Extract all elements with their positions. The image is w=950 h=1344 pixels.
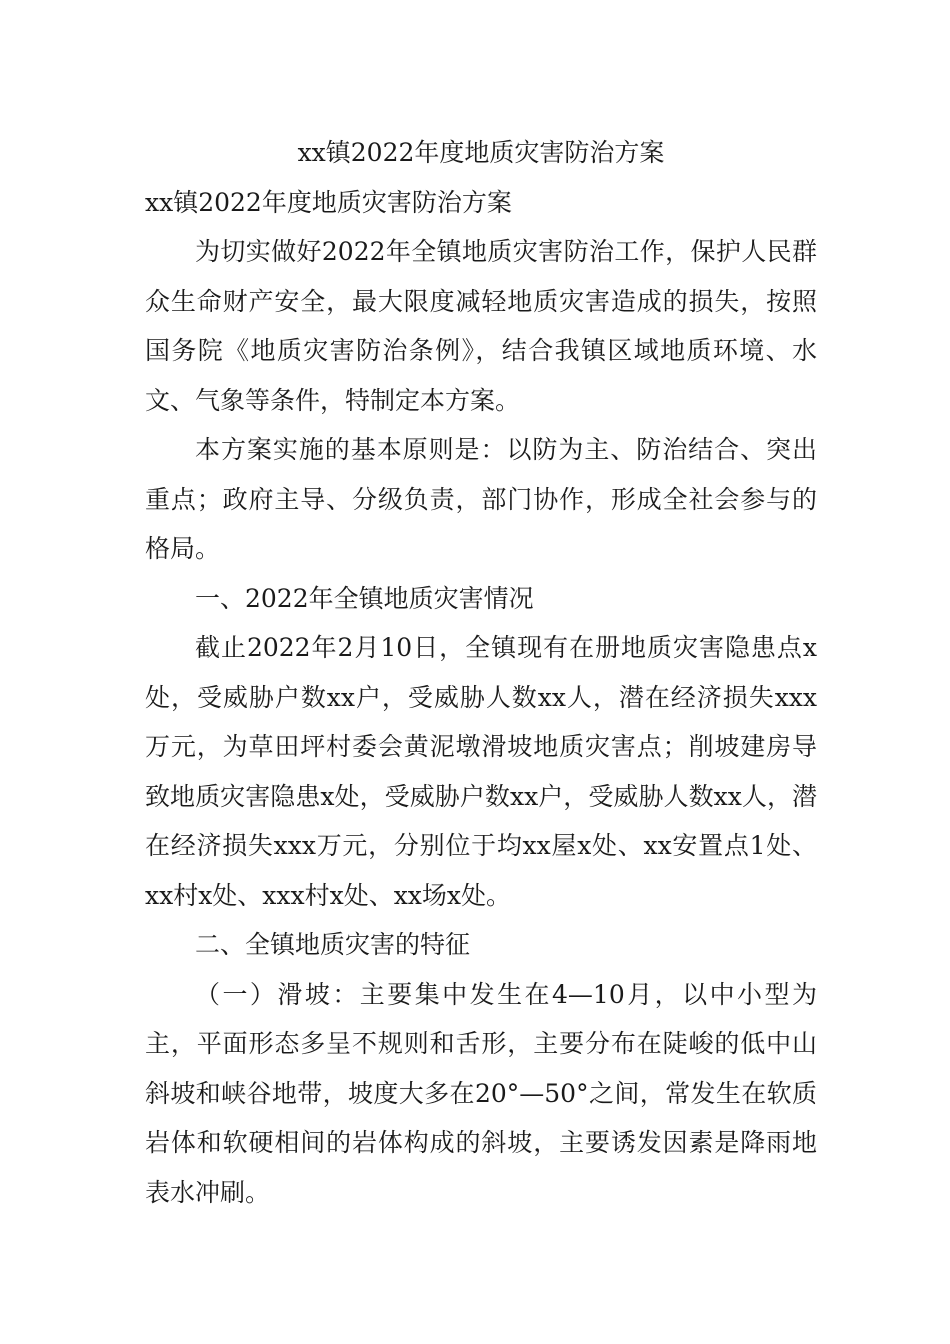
document-body [145,128,817,1217]
section-heading-1: 一、2022年全镇地质灾害情况 [195,583,534,613]
section-1-paragraph: 截止2022年2月10日，全镇现有在册地质灾害隐患点x处，受威胁户数xx户，受威胁人数xx人，潜在经济损失xxx万元，为草田坪村委会黄泥墩滑坡地质灾害点；削坡建房导致地质灾害隐患x处，受威胁户数xx户，受威胁人数xx人，潜在经济损失xxx万元，分别位于均xx屋x处、xx安置点1处、xx村x处、xxx村x处、xx场x处。 [145,633,817,910]
principles-paragraph: 本方案实施的基本原则是：以防为主、防治结合、突出重点；政府主导、分级负责，部门协作，形成全社会参与的格局。 [145,435,817,563]
section-heading-2: 二、全镇地质灾害的特征 [195,930,471,959]
document-title: xx镇2022年度地质灾害防治方案 [297,138,665,167]
intro-paragraph: 为切实做好2022年全镇地质灾害防治工作，保护人民群众生命财产安全，最大限度减轻地质灾害造成的损失，按照国务院《地质灾害防治条例》，结合我镇区域地质环境、水文、气象等条件，特制定本方案。 [145,237,817,415]
section-2-paragraph: （一）滑坡：主要集中发生在4—10月，以中小型为主，平面形态多呈不规则和舌形，主要分布在陡峻的低中山斜坡和峡谷地带，坡度大多在20°—50°之间，常发生在软质岩体和软硬相间的岩体构成的斜坡，主要诱发因素是降雨地表水冲刷。 [145,979,817,1207]
document-subtitle: xx镇2022年度地质灾害防治方案 [145,187,512,217]
